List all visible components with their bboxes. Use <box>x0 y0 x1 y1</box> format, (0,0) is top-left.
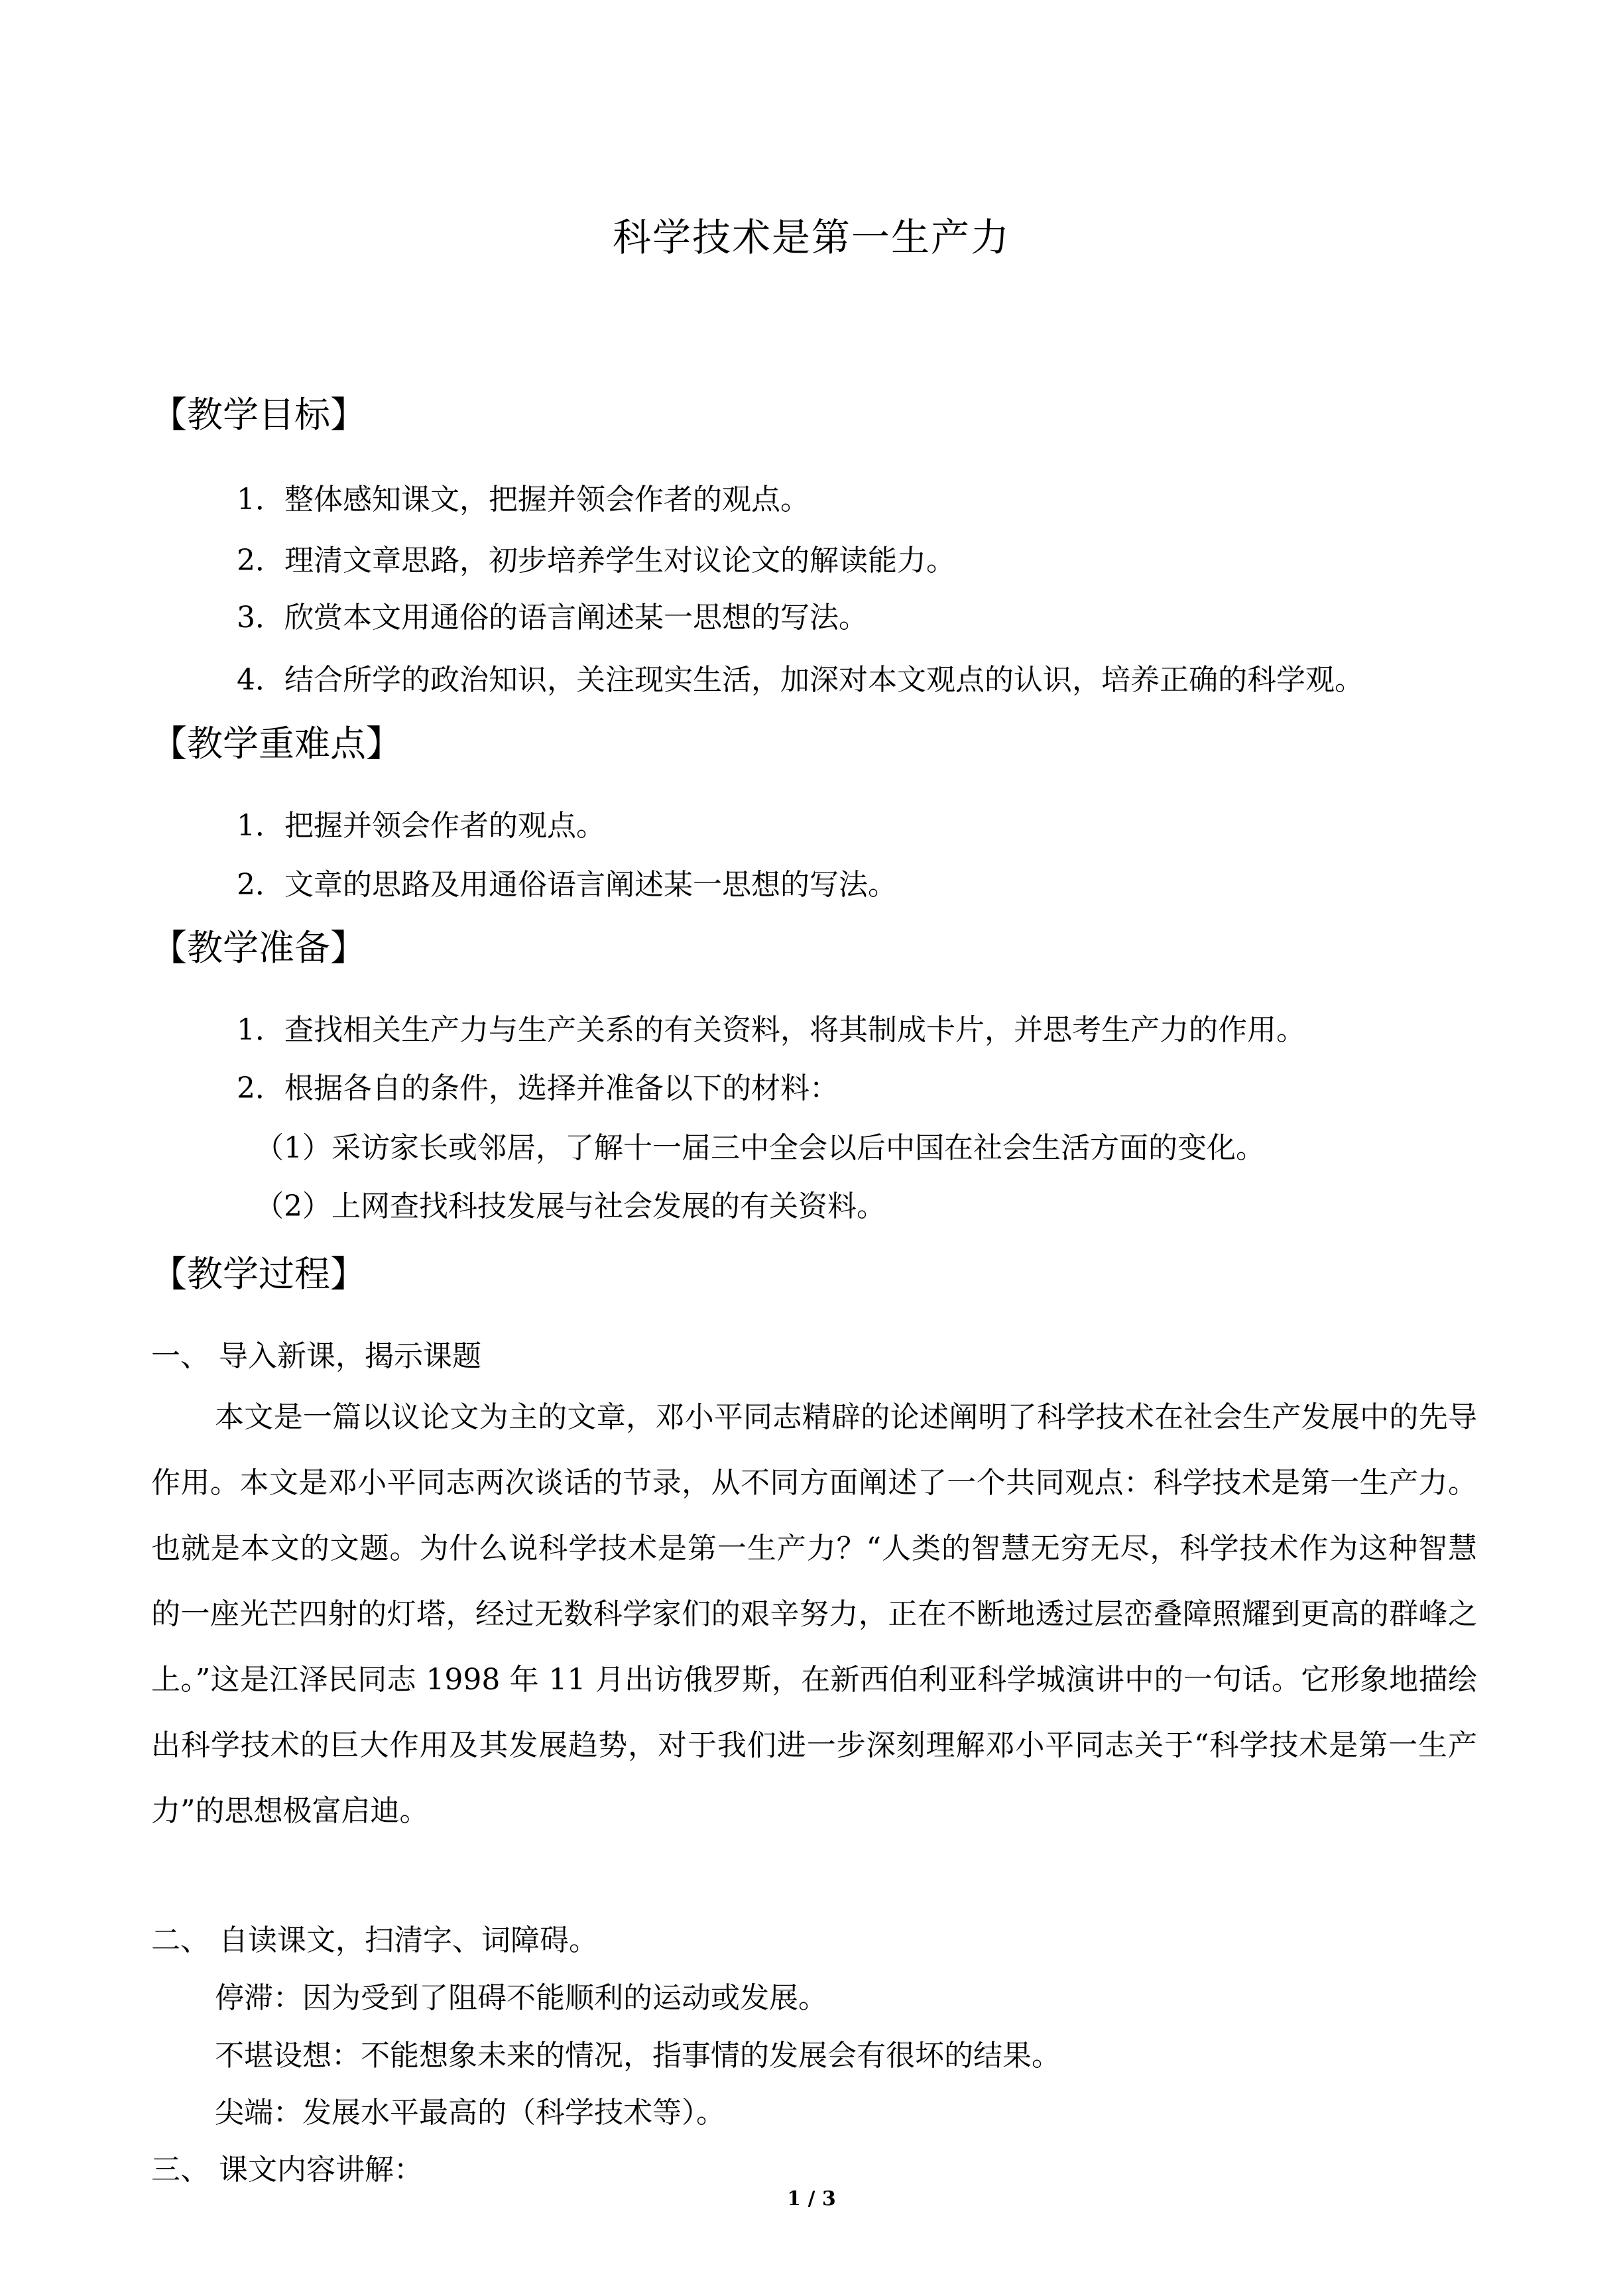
objective-item-4: 4．结合所学的政治知识，关注现实生活，加深对本文观点的认识，培养正确的科学观。 <box>237 663 1364 697</box>
vocab-item-3: 尖端：发展水平最高的（科学技术等）。 <box>215 2096 725 2130</box>
preparation-item-2: 2．根据各自的条件，选择并准备以下的材料： <box>237 1071 839 1105</box>
objective-item-2: 2．理清文章思路，初步培养学生对议论文的解读能力。 <box>237 544 955 577</box>
key-point-item-2: 2．文章的思路及用通俗语言阐述某一思想的写法。 <box>237 868 897 902</box>
objective-item-3: 3．欣赏本文用通俗的语言阐述某一思想的写法。 <box>237 601 868 634</box>
preparation-item-1: 1．查找相关生产力与生产关系的有关资料，将其制成卡片，并思考生产力的作用。 <box>237 1013 1305 1047</box>
section-heading-process: 【教学过程】 <box>151 1253 366 1295</box>
section-heading-objectives: 【教学目标】 <box>151 394 366 436</box>
section-heading-preparation: 【教学准备】 <box>151 927 366 969</box>
objective-item-1: 1．整体感知课文，把握并领会作者的观点。 <box>237 483 810 516</box>
document-title: 科学技术是第一生产力 <box>612 215 1010 260</box>
page-number: 1 / 3 <box>787 2187 836 2210</box>
process-step-2: 二、 自读课文，扫清字、词障碍。 <box>151 1923 598 1957</box>
key-point-item-1: 1．把握并领会作者的观点。 <box>237 809 605 843</box>
vocab-item-1: 停滞：因为受到了阻碍不能顺利的运动或发展。 <box>215 1981 827 2015</box>
preparation-sub-item-1: （1）采访家长或邻居，了解十一届三中全会以后中国在社会生活方面的变化。 <box>255 1131 1265 1165</box>
process-step-1: 一、 导入新课，揭示课题 <box>151 1339 481 1373</box>
preparation-sub-item-2: （2）上网查找科技发展与社会发展的有关资料。 <box>255 1189 886 1223</box>
intro-paragraph: 本文是一篇以议论文为主的文章，邓小平同志精辟的论述阐明了科学技术在社会生产发展中的先导作用。本文是邓小平同志两次谈话的节录，从不同方面阐述了一个共同观点：科学技术是第一生产力。也就是本文的文题。为什么说科学技术是第一生产力？“人类的智慧无穷无尽，科学技术作为这种智慧的一座光芒四射的灯塔，经过无数科学家们的艰辛努力，正在不断地透过层峦叠障照耀到更高的群峰之上。”这是江泽民同志 1998 年 11 月出访俄罗斯，在新西伯利亚科学城演讲中的一句话。它形象地描绘出科学技术的巨大作用及其发展趋势，对于我们进一步深刻理解邓小平同志关于“科学技术是第一生产力”的思想极富启迪。 <box>151 1400 1477 1828</box>
section-heading-key-points: 【教学重难点】 <box>151 723 402 764</box>
vocab-item-2: 不堪设想：不能想象未来的情况，指事情的发展会有很坏的结果。 <box>215 2039 1061 2073</box>
process-step-3: 三、 课文内容讲解： <box>151 2153 423 2187</box>
